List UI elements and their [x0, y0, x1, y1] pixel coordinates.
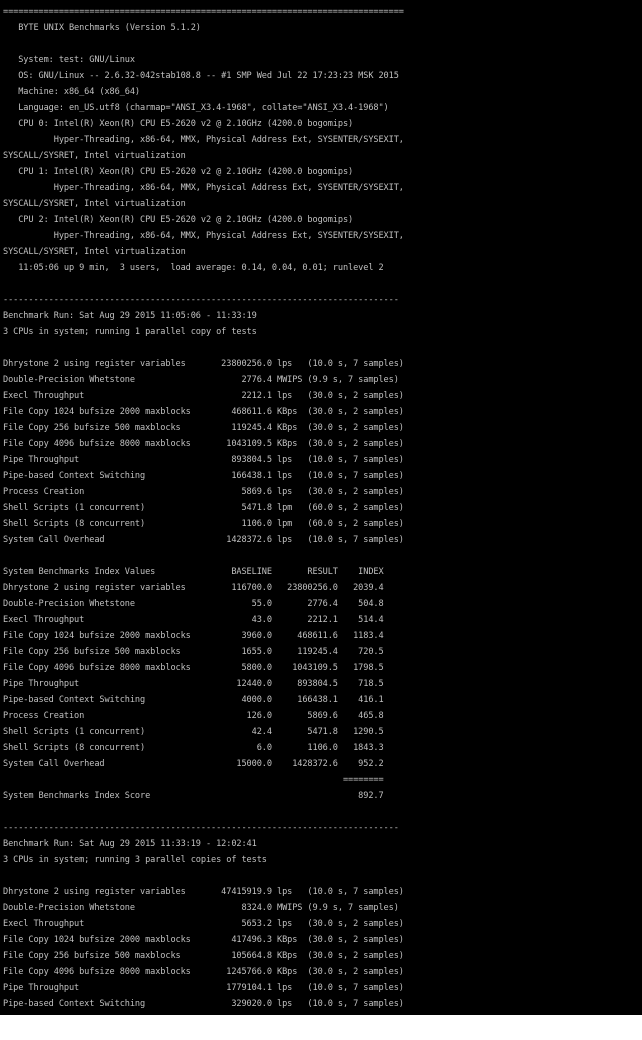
terminal-line: File Copy 4096 bufsize 8000 maxblocks 5800.0 1043109.5 1798.5 [3, 663, 384, 673]
terminal-line: Pipe-based Context Switching 329020.0 lps (10.0 s, 7 samples) [3, 999, 404, 1009]
terminal-line: Pipe-based Context Switching 166438.1 lps (10.0 s, 7 samples) [3, 471, 404, 481]
terminal-line: 11:05:06 up 9 min, 3 users, load average: 0.14, 0.04, 0.01; runlevel 2 [3, 263, 384, 273]
terminal-line: File Copy 256 bufsize 500 maxblocks 105664.8 KBps (30.0 s, 2 samples) [3, 951, 404, 961]
terminal-line: CPU 1: Intel(R) Xeon(R) CPU E5-2620 v2 @ 2.10GHz (4200.0 bogomips) [3, 167, 354, 177]
terminal-line: File Copy 4096 bufsize 8000 maxblocks 1245766.0 KBps (30.0 s, 2 samples) [3, 967, 404, 977]
terminal-line: Dhrystone 2 using register variables 116700.0 23800256.0 2039.4 [3, 583, 384, 593]
terminal-line: Hyper-Threading, x86-64, MMX, Physical Address Ext, SYSENTER/SYSEXIT, [3, 231, 404, 241]
terminal-line: 3 CPUs in system; running 3 parallel copies of tests [3, 855, 267, 865]
terminal-line: System Call Overhead 1428372.6 lps (10.0 s, 7 samples) [3, 535, 404, 545]
terminal-line: Pipe-based Context Switching 4000.0 166438.1 416.1 [3, 695, 384, 705]
terminal-line: CPU 2: Intel(R) Xeon(R) CPU E5-2620 v2 @ 2.10GHz (4200.0 bogomips) [3, 215, 354, 225]
terminal-line: Process Creation 5869.6 lps (30.0 s, 2 samples) [3, 487, 404, 497]
terminal-line [3, 548, 642, 564]
terminal-line: SYSCALL/SYSRET, Intel virtualization [3, 247, 186, 257]
terminal-line [3, 36, 642, 52]
terminal-line: System Call Overhead 15000.0 1428372.6 952.2 [3, 759, 384, 769]
terminal-line: ------------------------------------------------------------------------------ [3, 295, 399, 305]
terminal-line: Machine: x86_64 (x86_64) [3, 87, 140, 97]
terminal-line: Language: en_US.utf8 (charmap="ANSI_X3.4-1968", collate="ANSI_X3.4-1968") [3, 103, 389, 113]
terminal-line: Pipe Throughput 893804.5 lps (10.0 s, 7 samples) [3, 455, 404, 465]
terminal-line: File Copy 256 bufsize 500 maxblocks 1655.0 119245.4 720.5 [3, 647, 384, 657]
terminal-line: CPU 0: Intel(R) Xeon(R) CPU E5-2620 v2 @ 2.10GHz (4200.0 bogomips) [3, 119, 354, 129]
terminal-line: Hyper-Threading, x86-64, MMX, Physical Address Ext, SYSENTER/SYSEXIT, [3, 183, 404, 193]
terminal-line: =============================================================================== [3, 7, 404, 17]
terminal-line: File Copy 1024 bufsize 2000 maxblocks 468611.6 KBps (30.0 s, 2 samples) [3, 407, 404, 417]
terminal-line: Pipe Throughput 12440.0 893804.5 718.5 [3, 679, 384, 689]
terminal-line: System: test: GNU/Linux [3, 55, 135, 65]
terminal-line [3, 276, 642, 292]
terminal-line: Shell Scripts (8 concurrent) 6.0 1106.0 1843.3 [3, 743, 384, 753]
terminal-line: File Copy 1024 bufsize 2000 maxblocks 3960.0 468611.6 1183.4 [3, 631, 384, 641]
terminal-line [3, 804, 642, 820]
blank-area [0, 1015, 642, 1040]
terminal-line: System Benchmarks Index Score 892.7 [3, 791, 384, 801]
terminal-line: Double-Precision Whetstone 8324.0 MWIPS (9.9 s, 7 samples) [3, 903, 399, 913]
terminal-line [3, 340, 642, 356]
terminal-line: File Copy 1024 bufsize 2000 maxblocks 417496.3 KBps (30.0 s, 2 samples) [3, 935, 404, 945]
terminal-line: System Benchmarks Index Values BASELINE RESULT INDEX [3, 567, 384, 577]
terminal-line: Benchmark Run: Sat Aug 29 2015 11:33:19 - 12:02:41 [3, 839, 257, 849]
terminal-line: ======== [3, 775, 384, 785]
terminal-line: Shell Scripts (8 concurrent) 1106.0 lpm (60.0 s, 2 samples) [3, 519, 404, 529]
terminal-line [3, 868, 642, 884]
terminal-line: Hyper-Threading, x86-64, MMX, Physical Address Ext, SYSENTER/SYSEXIT, [3, 135, 404, 145]
terminal-line: Execl Throughput 2212.1 lps (30.0 s, 2 samples) [3, 391, 404, 401]
terminal-line: File Copy 256 bufsize 500 maxblocks 119245.4 KBps (30.0 s, 2 samples) [3, 423, 404, 433]
terminal-line: 3 CPUs in system; running 1 parallel copy of tests [3, 327, 257, 337]
terminal-line: Double-Precision Whetstone 55.0 2776.4 504.8 [3, 599, 384, 609]
terminal-line: File Copy 4096 bufsize 8000 maxblocks 1043109.5 KBps (30.0 s, 2 samples) [3, 439, 404, 449]
terminal-line: Execl Throughput 43.0 2212.1 514.4 [3, 615, 384, 625]
terminal-line: Shell Scripts (1 concurrent) 42.4 5471.8 1290.5 [3, 727, 384, 737]
terminal-line: BYTE UNIX Benchmarks (Version 5.1.2) [3, 23, 201, 33]
terminal-line: Benchmark Run: Sat Aug 29 2015 11:05:06 - 11:33:19 [3, 311, 257, 321]
terminal-line: Shell Scripts (1 concurrent) 5471.8 lpm (60.0 s, 2 samples) [3, 503, 404, 513]
terminal-line: SYSCALL/SYSRET, Intel virtualization [3, 199, 186, 209]
terminal-line: Pipe Throughput 1779104.1 lps (10.0 s, 7 samples) [3, 983, 404, 993]
terminal-line: Dhrystone 2 using register variables 23800256.0 lps (10.0 s, 7 samples) [3, 359, 404, 369]
terminal-line: SYSCALL/SYSRET, Intel virtualization [3, 151, 186, 161]
terminal-line: Execl Throughput 5653.2 lps (30.0 s, 2 samples) [3, 919, 404, 929]
terminal-line: Process Creation 126.0 5869.6 465.8 [3, 711, 384, 721]
terminal-line: ------------------------------------------------------------------------------ [3, 823, 399, 833]
terminal-line: Dhrystone 2 using register variables 47415919.9 lps (10.0 s, 7 samples) [3, 887, 404, 897]
terminal-line: OS: GNU/Linux -- 2.6.32-042stab108.8 -- #1 SMP Wed Jul 22 17:23:23 MSK 2015 [3, 71, 399, 81]
terminal-line: Double-Precision Whetstone 2776.4 MWIPS (9.9 s, 7 samples) [3, 375, 399, 385]
